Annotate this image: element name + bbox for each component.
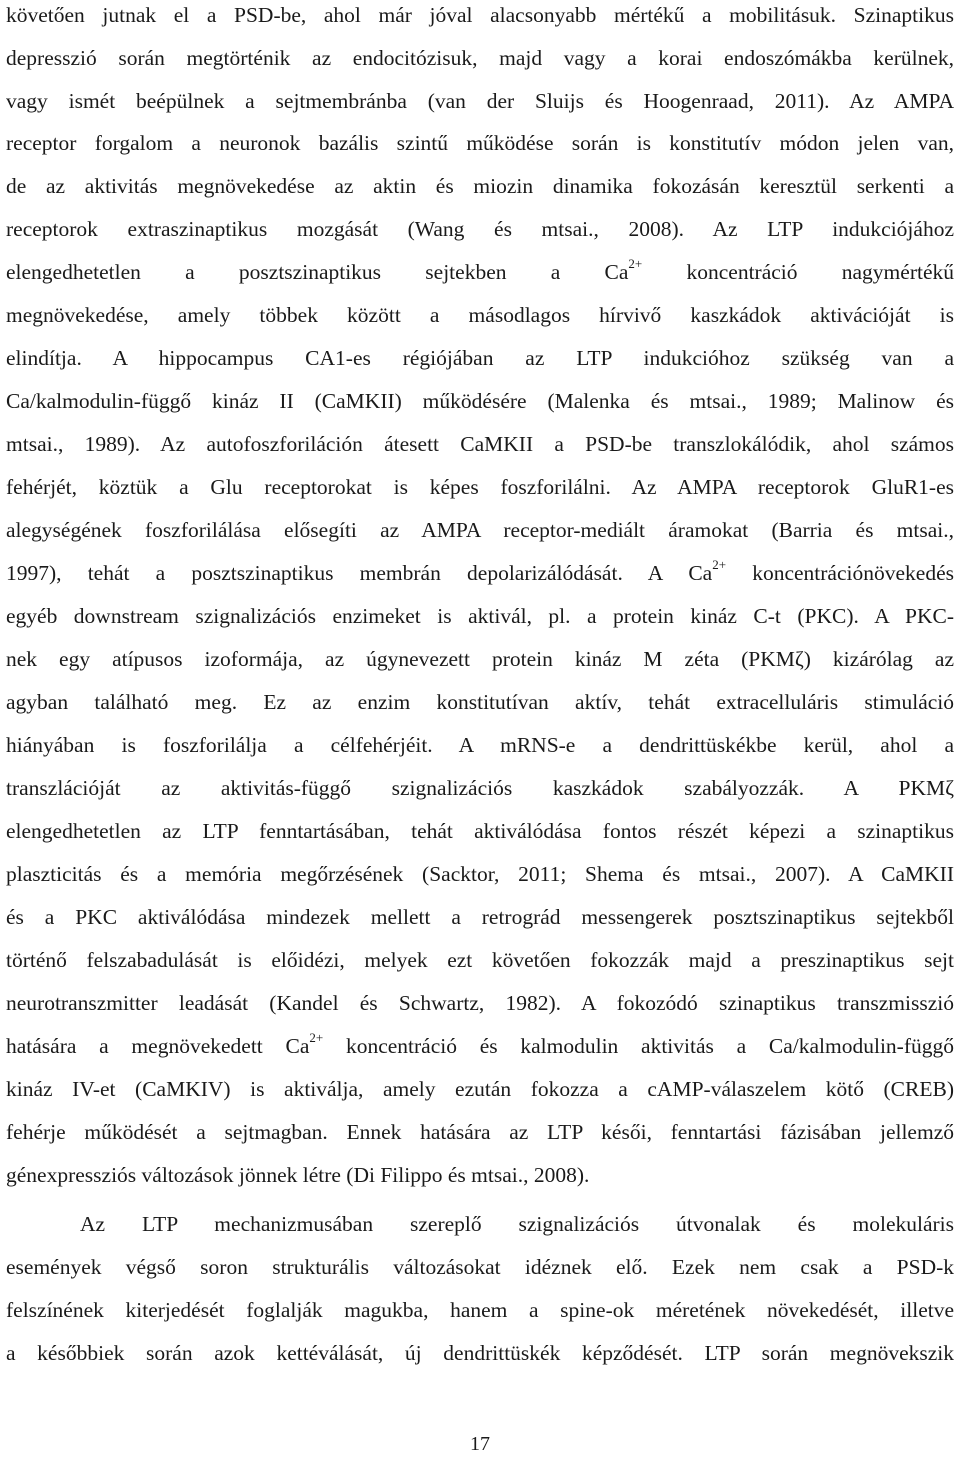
text-line: elengedhetetlen az LTP fenntartásában, tehát aktiválódása fontos részét képezi a szinaptikus <box>6 819 954 843</box>
text-line: a későbbiek során azok kettéválását, új dendrittüskék képződését. LTP során megnövekszik <box>6 1341 954 1365</box>
text-line: génexpressziós változások jönnek létre (Di Filippo és mtsai., 2008). <box>6 1163 590 1187</box>
text-segment: elengedhetetlen a posztszinaptikus sejtekben a Ca <box>6 260 629 284</box>
text-line <box>6 1031 954 1061</box>
text-line: transzlációját az aktivitás-függő szignalizációs kaszkádok szabályozzák. A PKMζ <box>6 776 954 800</box>
superscript: 2+ <box>712 556 727 572</box>
text-line: receptor forgalom a neuronok bazális szintű működése során is konstitutív módon jelen van, <box>6 131 954 155</box>
text-line: alegységének foszforilálása elősegíti az AMPA receptor-mediált áramokat (Barria és mtsai., <box>6 518 954 542</box>
text-line: felszínének kiterjedését foglalják magukba, hanem a spine-ok méretének növekedését, illetve <box>6 1298 954 1322</box>
text-line: követően jutnak el a PSD-be, ahol már jóval alacsonyabb mértékű a mobilitásuk. Szinaptikus <box>6 3 954 27</box>
text-line: kináz IV-et (CaMKIV) is aktiválja, amely ezután fokozza a cAMP-válaszelem kötő (CREB) <box>6 1077 954 1101</box>
text-line: receptorok extraszinaptikus mozgását (Wang és mtsai., 2008). Az LTP indukciójához <box>6 217 954 241</box>
text-line: Az LTP mechanizmusában szereplő szignalizációs útvonalak és molekuláris <box>80 1212 954 1236</box>
text-line: megnövekedése, amely többek között a másodlagos hírvivő kaszkádok aktivációját is <box>6 303 954 327</box>
text-line: események végső soron strukturális változásokat idéznek elő. Ezek nem csak a PSD-k <box>6 1255 954 1279</box>
text-segment: hatására a megnövekedett Ca <box>6 1034 310 1058</box>
text-segment: 1997), tehát a posztszinaptikus membrán depolarizálódását. A Ca <box>6 561 713 585</box>
text-line: elindítja. A hippocampus CA1-es régiójában az LTP indukcióhoz szükség van a <box>6 346 954 370</box>
text-line: agyban található meg. Ez az enzim konstitutívan aktív, tehát extracelluláris stimuláció <box>6 690 954 714</box>
superscript: 2+ <box>309 1029 324 1045</box>
text-line: plaszticitás és a memória megőrzésének (Sacktor, 2011; Shema és mtsai., 2007). A CaMKII <box>6 862 954 886</box>
superscript: 2+ <box>628 255 643 271</box>
text-line: egyéb downstream szignalizációs enzimeket is aktivál, pl. a protein kináz C-t (PKC). A PKC- <box>6 604 954 628</box>
text-line <box>6 257 954 287</box>
text-line: fehérjét, köztük a Glu receptorokat is képes foszforilálni. Az AMPA receptorok GluR1-es <box>6 475 954 499</box>
text-line: fehérje működését a sejtmagban. Ennek hatására az LTP késői, fenntartási fázisában jellemző <box>6 1120 954 1144</box>
text-line: mtsai., 1989). Az autofoszforiláción átesett CaMKII a PSD-be transzlokálódik, ahol számos <box>6 432 954 456</box>
text-line <box>6 558 954 588</box>
text-line: hiányában is foszforilálja a célfehérjéit. A mRNS-e a dendrittüskékbe kerül, ahol a <box>6 733 954 757</box>
page-number: 17 <box>470 1433 490 1455</box>
text-line: de az aktivitás megnövekedése az aktin és miozin dinamika fokozásán keresztül serkenti a <box>6 174 954 198</box>
text-line: vagy ismét beépülnek a sejtmembránba (van der Sluijs és Hoogenraad, 2011). Az AMPA <box>6 89 954 113</box>
text-line: történő felszabadulását is előidézi, melyek ezt követően fokozzák majd a preszinaptikus sejt <box>6 948 954 972</box>
text-line: Ca/kalmodulin-függő kináz II (CaMKII) működésére (Malenka és mtsai., 1989; Malinow és <box>6 389 954 413</box>
text-line: depresszió során megtörténik az endocitózisuk, majd vagy a korai endoszómákba kerülnek, <box>6 46 954 70</box>
text-segment: koncentrációnövekedés <box>726 561 954 585</box>
text-line: és a PKC aktiválódása mindezek mellett a retrográd messengerek posztszinaptikus sejtekből <box>6 905 954 929</box>
text-line: nek egy atípusos izoformája, az úgynevezett protein kináz M zéta (PKMζ) kizárólag az <box>6 647 954 671</box>
text-segment: koncentráció és kalmodulin aktivitás a Ca/kalmodulin-függő <box>323 1034 954 1058</box>
text-line: neurotranszmitter leadását (Kandel és Schwartz, 1982). A fokozódó szinaptikus transzmisszió <box>6 991 954 1015</box>
text-segment: koncentráció nagymértékű <box>642 260 954 284</box>
